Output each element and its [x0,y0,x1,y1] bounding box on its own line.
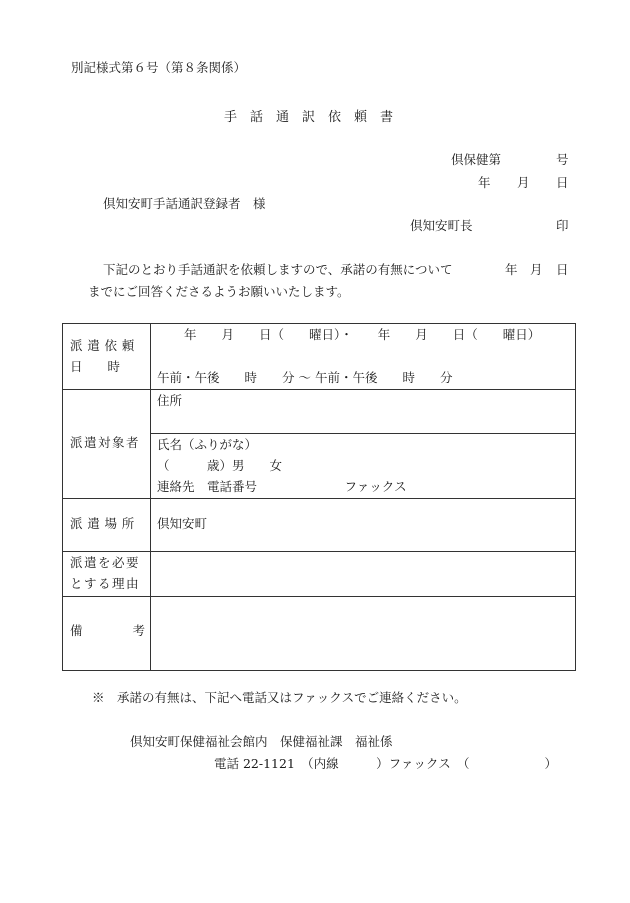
address-label: 住所 [157,393,183,408]
address-field[interactable] [151,390,575,434]
notes-label-cell [63,597,151,671]
place-value-cell[interactable] [151,499,576,552]
date-month: 月 [517,175,530,190]
name-contact-field[interactable] [151,434,575,498]
name-label: 氏名（ふりがな） [157,437,258,452]
contact-notice: ※ 承諾の有無は、下記へ電話又はファックスでご連絡ください。 [92,690,467,705]
date-year: 年 [478,175,491,190]
office-phone: 電話 22-1121 （内線 ）ファックス （ ） [214,756,558,771]
office-name: 倶知安町保健福祉会館内 保健福祉課 福祉係 [130,734,393,749]
addressee: 倶知安町手話通訳登録者 様 [103,196,266,211]
sender-name: 倶知安町長 [410,218,473,233]
datetime-label-line2: 日 時 [70,359,121,374]
contact-line: 連絡先 電話番号 ファックス [157,479,407,494]
reason-label-line1: 派遣を必要 [70,555,141,570]
request-text-line1: 下記のとおり手話通訳を依頼しますので、承諾の有無について [103,262,453,277]
place-label-cell [63,499,151,552]
reason-label-cell [63,552,151,597]
place-value: 倶知安町 [157,516,208,531]
age-gender-line: （ 歳）男 女 [157,458,283,473]
datetime-date-line: 年 月 日（ 曜日）・ 年 月 日（ 曜日） [184,327,541,342]
person-value-cell [151,390,576,499]
date-day: 日 [556,175,569,190]
place-label: 派遣場所 [70,516,140,531]
seal-mark: 印 [556,218,569,233]
doc-number-suffix: 号 [556,152,569,167]
reply-deadline-month: 月 [530,262,543,277]
datetime-time-line: 午前・午後 時 分 〜 午前・午後 時 分 [157,370,453,385]
notes-row [63,597,576,671]
document-title: 手 話 通 訳 依 頼 書 [224,110,394,125]
datetime-value-cell[interactable] [151,324,576,390]
doc-number-prefix: 倶保健第 [451,152,502,167]
reply-deadline-year: 年 [505,262,518,277]
person-row [63,390,576,499]
notes-label: 備 考 [70,623,146,638]
request-form-table [62,323,576,671]
datetime-label-cell [63,324,151,390]
place-row [63,499,576,552]
request-text-line2: までにご回答くださるようお願いいたします。 [88,284,350,299]
reply-deadline-day: 日 [556,262,569,277]
form-reference: 別記様式第６号（第８条関係） [71,60,247,75]
reason-label-line2: とする理由 [70,576,141,591]
datetime-label-line1: 派遣依頼 [70,338,140,353]
person-label-cell [63,390,151,499]
reason-row [63,552,576,597]
reason-value-cell[interactable] [151,552,576,597]
notes-value-cell[interactable] [151,597,576,671]
person-label: 派遣対象者 [70,435,141,450]
datetime-row [63,324,576,390]
